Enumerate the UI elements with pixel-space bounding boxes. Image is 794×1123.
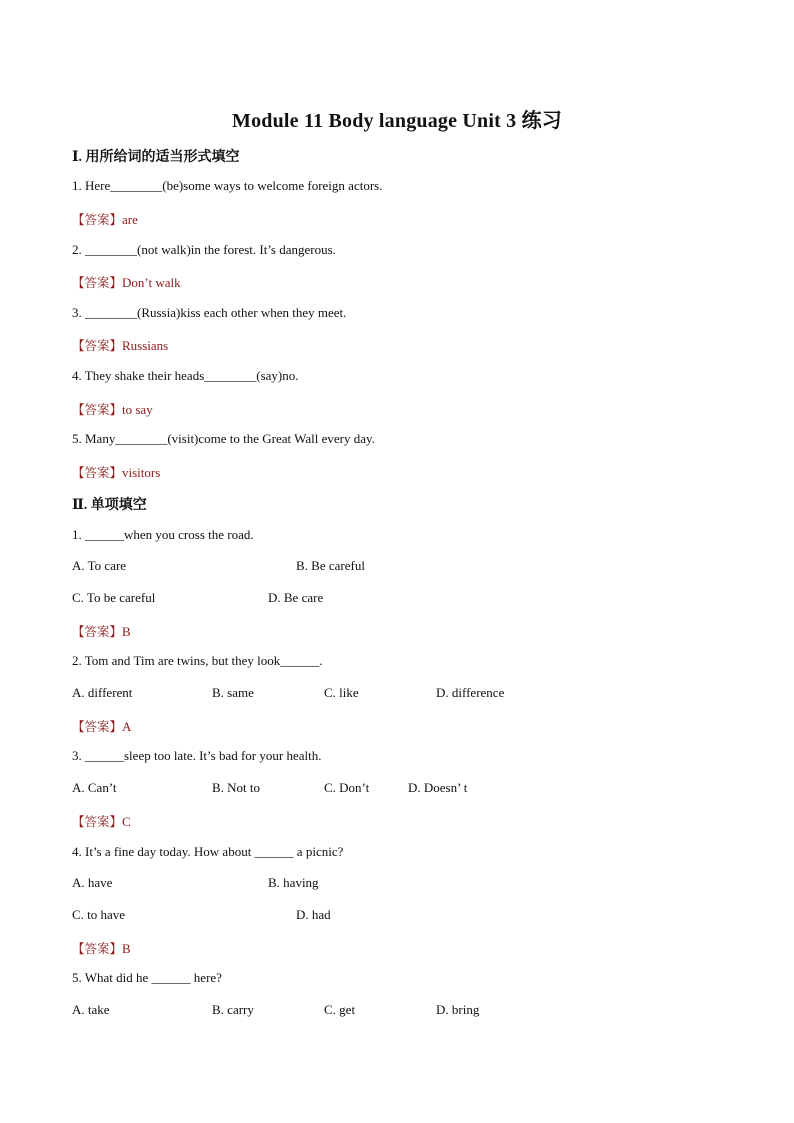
- answer-value: C: [122, 814, 131, 829]
- answer-1-5: [72, 463, 160, 481]
- answer-2-2: [72, 717, 131, 735]
- option-d: D. bring: [436, 1002, 480, 1017]
- answer-1-1: [72, 210, 138, 228]
- option-d: D. had: [296, 907, 331, 922]
- answer-value: B: [122, 624, 131, 639]
- question-2-4: 4. It’s a fine day today. How about ______ a picnic?: [72, 844, 344, 859]
- answer-label: 【答案】: [72, 941, 123, 956]
- answer-label: 【答案】: [72, 465, 123, 480]
- question-1-5: 5. Many________(visit)come to the Great Wall every day.: [72, 431, 375, 446]
- option-b: B. Be careful: [296, 558, 365, 573]
- section-2-heading: Ⅱ. 单项填空: [72, 498, 147, 513]
- option-d: D. difference: [436, 685, 505, 700]
- option-d: D. Doesn’ t: [408, 780, 468, 795]
- option-a: A. To care: [72, 558, 127, 573]
- option-d: D. Be care: [268, 590, 324, 605]
- answer-value: visitors: [122, 465, 161, 480]
- answer-value: Russians: [122, 338, 169, 353]
- answer-label: 【答案】: [72, 719, 123, 734]
- option-b: B. same: [212, 685, 254, 700]
- answer-label: 【答案】: [72, 338, 123, 353]
- answer-2-4: [72, 939, 131, 957]
- option-c: C. To be careful: [72, 590, 156, 605]
- question-2-1: 1. ______when you cross the road.: [72, 527, 254, 542]
- option-a: A. different: [72, 685, 133, 700]
- option-c: C. get: [324, 1002, 356, 1017]
- answer-2-3: [72, 812, 131, 830]
- option-b: B. Not to: [212, 780, 261, 795]
- answer-label: 【答案】: [72, 402, 123, 417]
- answer-value: to say: [122, 402, 153, 417]
- answer-label: 【答案】: [72, 275, 123, 290]
- answer-1-2: [72, 273, 181, 291]
- page-title: Module 11 Body language Unit 3 练习: [232, 110, 562, 132]
- question-1-1: 1. Here________(be)some ways to welcome foreign actors.: [72, 178, 383, 193]
- option-c: C. Don’t: [324, 780, 370, 795]
- answer-value: A: [122, 719, 132, 734]
- question-2-5: 5. What did he ______ here?: [72, 970, 222, 985]
- option-a: A. have: [72, 875, 113, 890]
- option-b: B. carry: [212, 1002, 254, 1017]
- question-1-2: 2. ________(not walk)in the forest. It’s dangerous.: [72, 242, 336, 257]
- answer-label: 【答案】: [72, 814, 123, 829]
- option-a: A. take: [72, 1002, 110, 1017]
- answer-label: 【答案】: [72, 212, 123, 227]
- answer-1-4: [72, 400, 153, 418]
- option-b: B. having: [268, 875, 319, 890]
- question-1-4: 4. They shake their heads________(say)no.: [72, 368, 299, 383]
- answer-1-3: [72, 336, 168, 354]
- option-c: C. to have: [72, 907, 126, 922]
- question-2-3: 3. ______sleep too late. It’s bad for your health.: [72, 748, 322, 763]
- question-1-3: 3. ________(Russia)kiss each other when they meet.: [72, 305, 347, 320]
- answer-label: 【答案】: [72, 624, 123, 639]
- answer-value: B: [122, 941, 131, 956]
- option-a: A. Can’t: [72, 780, 117, 795]
- option-c: C. like: [324, 685, 359, 700]
- question-2-2: 2. Tom and Tim are twins, but they look______.: [72, 653, 323, 668]
- answer-value: Don’t walk: [122, 275, 181, 290]
- answer-2-1: [72, 622, 131, 640]
- answer-value: are: [122, 212, 138, 227]
- section-1-heading: Ⅰ. 用所给词的适当形式填空: [72, 150, 240, 165]
